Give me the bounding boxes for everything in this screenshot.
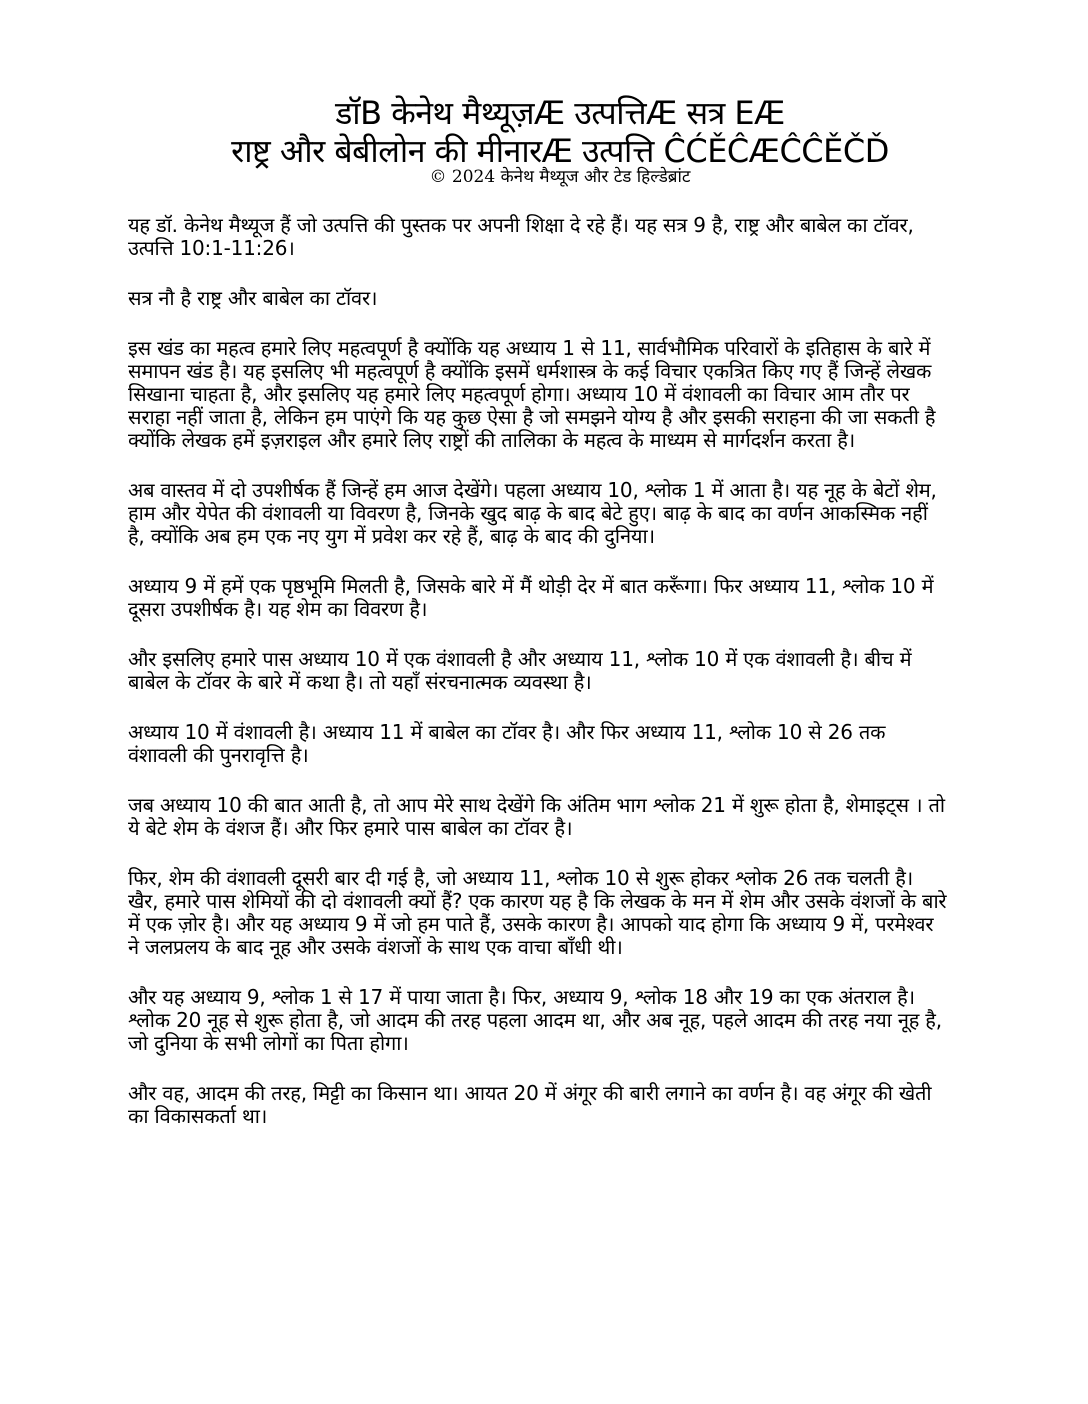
paragraph-5: अध्याय 9 में हमें एक पृष्ठभूमि मिलती है, जिसके बारे में मैं थोड़ी देर में बात करूँगा। फिर अध्याय 11, श्लोक 10 में दूसरा उपशीर्षक है। यह शेम का विवरण है। xyxy=(128,574,934,621)
paragraph-3: इस खंड का महत्व हमारे लिए महत्वपूर्ण है क्योंकि यह अध्याय 1 से 11, सार्वभौमिक परिवारों के इतिहास के बारे में समापन खंड है। यह इसलिए भी महत्वपूर्ण है क्योंकि इसमें धर्मशास्त्र के कई विचार एकत्रित किए गए हैं जिन्हें लेखक सिखाना चाहता है, और इसलिए यह हमारे लिए महत्वपूर्ण होगा। अध्याय 10 में वंशावली का विचार आम तौर पर सराहा नहीं जाता है, लेकिन हम पाएंगे कि यह कुछ ऐसा है जो समझने योग्य है और इसकी सराहना की जा सकती है क्योंकि लेखक हमें इज़राइल और हमारे लिए राष्ट्रों की तालिका के महत्व के माध्यम से मार्गदर्शन करता है। xyxy=(128,336,936,452)
paragraph-11: और वह, आदम की तरह, मिट्टी का किसान था। आयत 20 में अंगूर की बारी लगाने का वर्णन है। वह अंगूर की खेती का विकासकर्ता था। xyxy=(128,1081,932,1128)
paragraph-9: फिर, शेम की वंशावली दूसरी बार दी गई है, जो अध्याय 11, श्लोक 10 से शुरू होकर श्लोक 26 तक चलती है। खैर, हमारे पास शेमियों की दो वंशावली क्यों हैं? एक कारण यह है कि लेखक के मन में शेम और उसके वंशजों के बारे में एक ज़ोर है। और यह अध्याय 9 में जो हम पाते हैं, उसके कारण है। आपको याद होगा कि अध्याय 9 में, परमेश्वर ने जलप्रलय के बाद नूह और उसके वंशजों के साथ एक वाचा बाँधी थी। xyxy=(128,866,947,959)
copyright-notice: © 2024 केनेथ मैथ्यूज और टेड हिल्डेब्रांट xyxy=(429,167,691,187)
paragraph-1: यह डॉ. केनेथ मैथ्यूज हैं जो उत्पत्ति की पुस्तक पर अपनी शिक्षा दे रहे हैं। यह सत्र 9 है, राष्ट्र और बाबेल का टॉवर, उत्पत्ति 10:1-11:26। xyxy=(128,213,914,260)
paragraph-8: जब अध्याय 10 की बात आती है, तो आप मेरे साथ देखेंगे कि अंतिम भाग श्लोक 21 में शुरू होता है, शेमाइट्स । तो ये बेटे शेम के वंशज हैं। और फिर हमारे पास बाबेल का टॉवर है। xyxy=(128,793,945,840)
title-line-2: राष्ट्र और बेबीलोन की मीनारÆ उत्पत्ति ĈĆĚĈÆĈĈĚČĎ xyxy=(231,132,889,170)
paragraph-10: और यह अध्याय 9, श्लोक 1 से 17 में पाया जाता है। फिर, अध्याय 9, श्लोक 18 और 19 का एक अंतराल है। श्लोक 20 नूह से शुरू होता है, जो आदम की तरह पहला आदम था, और अब नूह, पहले आदम की तरह नया नूह है, जो दुनिया के सभी लोगों का पिता होगा। xyxy=(128,985,942,1055)
paragraph-2: सत्र नौ है राष्ट्र और बाबेल का टॉवर। xyxy=(128,286,378,310)
paragraph-4: अब वास्तव में दो उपशीर्षक हैं जिन्हें हम आज देखेंगे। पहला अध्याय 10, श्लोक 1 में आता है। यह नूह के बेटों शेम, हाम और येपेत की वंशावली या विवरण है, जिनके खुद बाढ़ के बाद बेटे हुए। बाढ़ के बाद का वर्णन आकस्मिक नहीं है, क्योंकि अब हम एक नए युग में प्रवेश कर रहे हैं, बाढ़ के बाद की दुनिया। xyxy=(128,478,937,548)
title-line-1: डॉB केनेथ मैथ्यूज़Æ उत्पत्तिÆ सत्र EÆ xyxy=(335,94,785,132)
paragraph-7: अध्याय 10 में वंशावली है। अध्याय 11 में बाबेल का टॉवर है। और फिर अध्याय 11, श्लोक 10 से 26 तक वंशावली की पुनरावृत्ति है। xyxy=(128,720,886,767)
title-block xyxy=(110,94,1010,188)
paragraph-6: और इसलिए हमारे पास अध्याय 10 में एक वंशावली है और अध्याय 11, श्लोक 10 में एक वंशावली है। बीच में बाबेल के टॉवर के बारे में कथा है। तो यहाँ संरचनात्मक व्यवस्था है। xyxy=(128,647,912,694)
body-text xyxy=(128,214,948,1155)
